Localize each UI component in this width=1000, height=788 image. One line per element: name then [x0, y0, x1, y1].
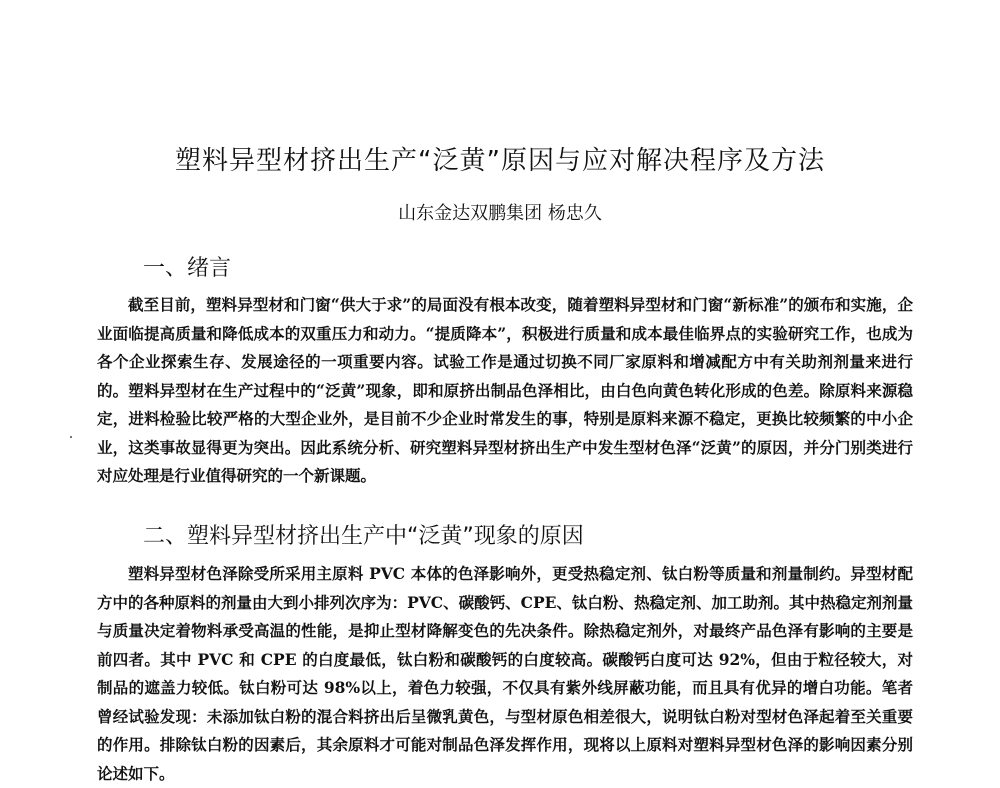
section-paragraph-introduction: 截至目前，塑料异型材和门窗“供大于求”的局面没有根本改变，随着塑料异型材和门窗“新标准”的颁布和实施，企业面临提高质量和降低成本的双重压力和动力。“提质降本”，积极进行质量和成本最佳临界点的实验研究工作，也成为各个企业探索生存、发展途径的一项重要内容。试验工作是通过切换不同厂家原料和增减配方中有关助剂剂量来进行的。塑料异型材在生产过程中的“泛黄”现象，即和原挤出制品色泽相比，由白色向黄色转化形成的色差。除原料来源稳定，进料检验比较严格的大型企业外，是目前不少企业时常发生的事，特别是原料来源不稳定，更换比较频繁的中小企业，这类事故显得更为突出。因此系统分析、研究塑料异型材挤出生产中发生型材色泽“泛黄”的原因，并分门别类进行对应处理是行业值得研究的一个新课题。 [97, 295, 913, 485]
scan-speck [70, 436, 72, 438]
section-heading-causes: 二、塑料异型材挤出生产中“泛黄”现象的原因 [143, 524, 584, 549]
author-line: 山东金达双鹏集团 杨忠久 [398, 203, 602, 224]
section-heading-introduction: 一、绪言 [143, 256, 232, 281]
paper-title: 塑料异型材挤出生产“泛黄”原因与应对解决程序及方法 [175, 146, 825, 176]
section-paragraph-causes: 塑料异型材色泽除受所采用主原料 PVC 本体的色泽影响外，更受热稳定剂、钛白粉等质量和剂量制约。异型材配方中的各种原料的剂量由大到小排列次序为：PVC、碳酸钙、CPE、钛白粉、热稳定剂、加工助剂。其中热稳定剂剂量与质量决定着物料承受高温的性能，是抑止型材降解变色的先决条件。除热稳定剂外，对最终产品色泽有影响的主要是前四者。其中 PVC 和 CPE 的白度最低，钛白粉和碳酸钙的白度较高。碳酸钙白度可达 92%，但由于粒径较大，对制品的遮盖力较低。钛白粉可达 98%以上，着色力较强，不仅具有紫外线屏蔽功能，而且具有优异的增白功能。笔者曾经试验发现：未添加钛白粉的混合料挤出后呈微乳黄色，与型材原色相差很大，说明钛白粉对型材色泽起着至关重要的作用。排除钛白粉的因素后，其余原料才可能对制品色泽发挥作用，现将以上原料对塑料异型材色泽的影响因素分别论述如下。 [97, 564, 913, 783]
